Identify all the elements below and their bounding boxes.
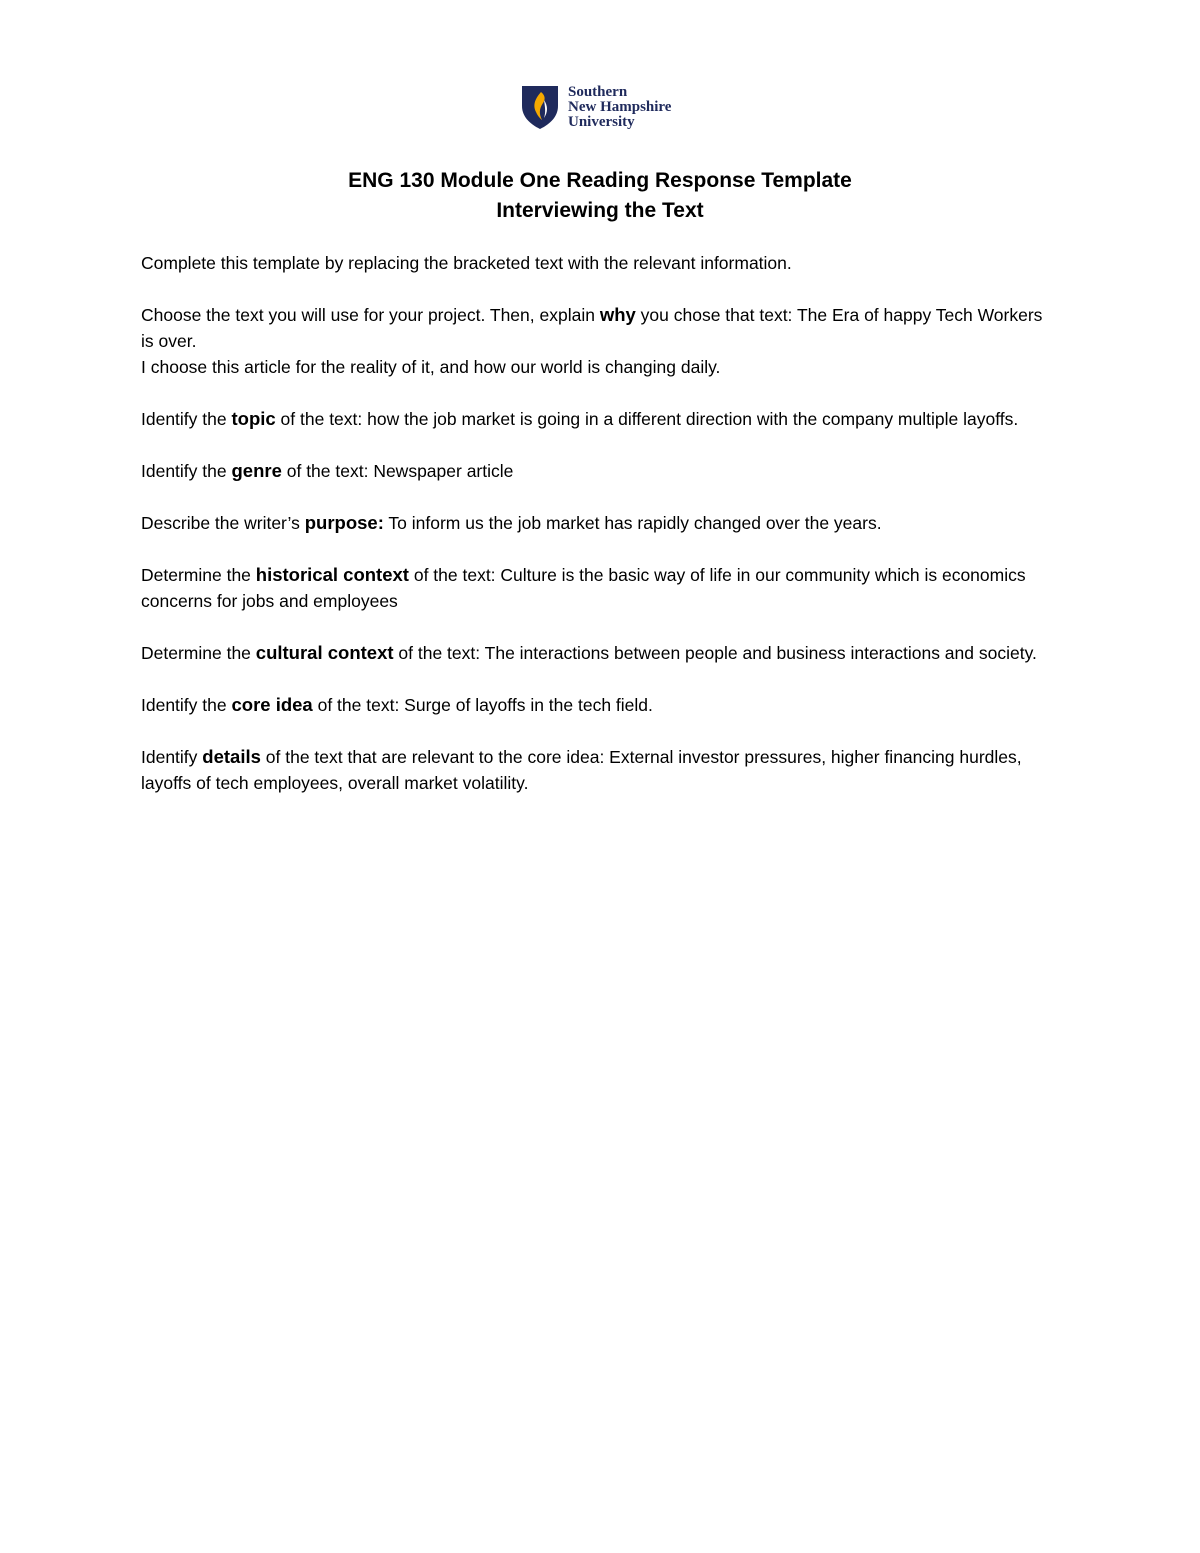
prompt-post: of the text: xyxy=(312,695,400,715)
prompt-post: of the text: xyxy=(408,565,496,585)
prompt-post: of the text that are relevant to the core idea: xyxy=(260,747,605,767)
prompt-keyword: why xyxy=(599,304,636,325)
logo-wordmark xyxy=(568,85,671,130)
prompt-keyword: historical context xyxy=(255,564,409,585)
prompt-post: of the text: xyxy=(275,409,363,429)
prompt-pre: Describe the writer’s xyxy=(141,513,305,533)
prompt-pre: Identify the xyxy=(141,461,232,481)
question-purpose xyxy=(141,510,1051,536)
question-core-idea xyxy=(141,692,1051,718)
answer-text: Surge of layoffs in the tech field. xyxy=(399,695,653,715)
prompt-pre: Identify the xyxy=(141,695,232,715)
prompt-pre: Identify xyxy=(141,747,203,767)
question-cultural-context xyxy=(141,640,1051,666)
answer-text: The Era of happy Tech Workers is over. xyxy=(141,305,1043,351)
answer-text: The interactions between people and business interactions and society. xyxy=(480,643,1037,663)
prompt-keyword: details xyxy=(202,746,261,767)
answer-text: Newspaper article xyxy=(368,461,514,481)
question-text-choice xyxy=(141,302,1051,380)
prompt-pre: Determine the xyxy=(141,643,256,663)
document-title xyxy=(0,166,1200,226)
prompt-keyword: cultural context xyxy=(255,642,394,663)
logo-line-3: University xyxy=(568,113,635,130)
question-details xyxy=(141,744,1051,796)
title-line-1: ENG 130 Module One Reading Response Template xyxy=(348,169,852,192)
shield-flame-icon xyxy=(520,84,560,130)
prompt-pre: Choose the text you will use for your project. Then, explain xyxy=(141,305,600,325)
prompt-post: of the text: xyxy=(281,461,369,481)
prompt-post: you chose that text: xyxy=(635,305,793,325)
prompt-pre: Determine the xyxy=(141,565,256,585)
document-body xyxy=(141,250,1051,822)
university-logo xyxy=(520,84,671,130)
answer-text: Culture is the basic way of life in our community which is economics concerns for jobs and employees xyxy=(141,565,1026,611)
prompt-pre: Identify the xyxy=(141,409,232,429)
intro-paragraph: Complete this template by replacing the bracketed text with the relevant information. xyxy=(141,253,792,273)
prompt-post: of the text: xyxy=(393,643,481,663)
prompt-keyword: purpose: xyxy=(304,512,384,533)
title-line-2: Interviewing the Text xyxy=(496,199,704,222)
answer-text-2: I choose this article for the reality of it, and how our world is changing daily. xyxy=(141,357,721,377)
question-topic xyxy=(141,406,1051,432)
logo-line-1: Southern xyxy=(568,83,628,100)
prompt-keyword: topic xyxy=(231,408,276,429)
prompt-keyword: genre xyxy=(231,460,282,481)
answer-text: To inform us the job market has rapidly changed over the years. xyxy=(383,513,882,533)
answer-text: External investor pressures, higher financing hurdles, layoffs of tech employees, overall market volatility. xyxy=(141,747,1022,793)
answer-text: how the job market is going in a different direction with the company multiple layoffs. xyxy=(362,409,1019,429)
prompt-keyword: core idea xyxy=(231,694,313,715)
logo-line-2: New Hampshire xyxy=(568,98,672,115)
question-genre xyxy=(141,458,1051,484)
question-historical-context xyxy=(141,562,1051,614)
